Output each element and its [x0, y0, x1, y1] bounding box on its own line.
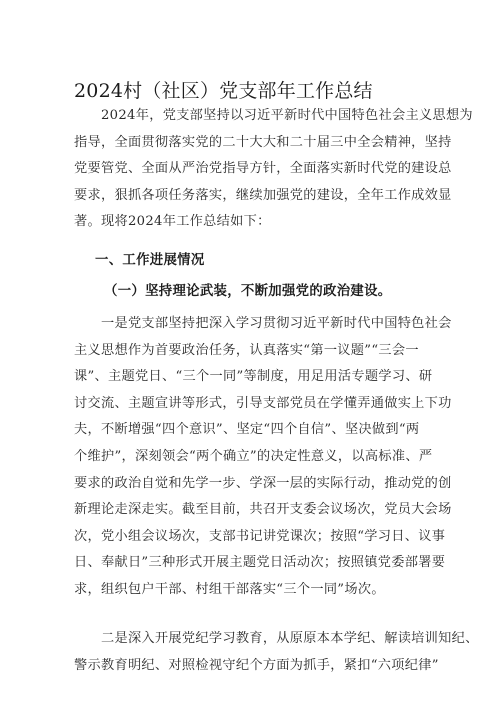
- paragraph-line: 讨交流、主题宣讲等形式，引导支部党员在学懂弄通做实上下功: [74, 395, 452, 411]
- paragraph-line: 2024年，党支部坚持以习近平新时代中国特色社会主义思想为: [74, 108, 473, 123]
- paragraph-line: 日、奉献日”三种形式开展主题党日活动次；按照镇党委部署要: [74, 555, 446, 571]
- document-title: 2024村（社区）党支部年工作总结: [74, 80, 373, 102]
- section-heading: 一、工作进展情况: [95, 252, 205, 268]
- paragraph-line: 主义思想作为首要政治任务，认真落实“第一议题”“三会一: [74, 342, 419, 358]
- paragraph-line: 夫，不断增强“四个意识”、坚定“四个自信”、坚决做到“两: [74, 422, 420, 438]
- paragraph-line: 指导，全面贯彻落实党的二十大大和二十届三中全会精神，坚持: [74, 134, 452, 150]
- paragraph-line: 新理论走深走实。截至目前，共召开支委会议场次，党员大会场: [74, 502, 452, 518]
- paragraph-line: 要求，狠抓各项任务落实，继续加强党的建设，全年工作成效显: [74, 187, 452, 203]
- paragraph-line: 二是深入开展党纪学习教育，从原原本本学纪、解读培训知纪、: [74, 631, 479, 646]
- paragraph-line: 求，组织包户干部、村组干部落实“三个一同”场次。: [74, 581, 385, 597]
- paragraph-line: 一是党支部坚持把深入学习贯彻习近平新时代中国特色社会: [74, 316, 452, 331]
- paragraph-line: 个维护”，深刻领会“两个确立”的决定性意义，以高标准、严: [74, 448, 433, 464]
- intro-paragraph: [74, 103, 473, 236]
- paragraph-line: 次，党小组会议场次，支部书记讲党课次；按照“学习日、议事: [74, 528, 446, 544]
- body-paragraph-1: [74, 311, 452, 604]
- paragraph-line: 课”、主题党日、“三个一同”等制度，用足用活专题学习、研: [74, 369, 433, 385]
- subsection-heading: （一）坚持理论武装，不断加强党的政治建设。: [104, 283, 392, 299]
- body-paragraph-2: [74, 626, 479, 679]
- paragraph-line: 著。现将2024年工作总结如下：: [74, 214, 271, 230]
- paragraph-line: 要求的政治自觉和先学一步、学深一层的实际行动，推动党的创: [74, 475, 452, 491]
- paragraph-line: 警示教育明纪、对照检视守纪个方面为抓手，紧扣“六项纪律”: [74, 657, 439, 673]
- paragraph-line: 党要管党、全面从严治党指导方针，全面落实新时代党的建设总: [74, 161, 452, 177]
